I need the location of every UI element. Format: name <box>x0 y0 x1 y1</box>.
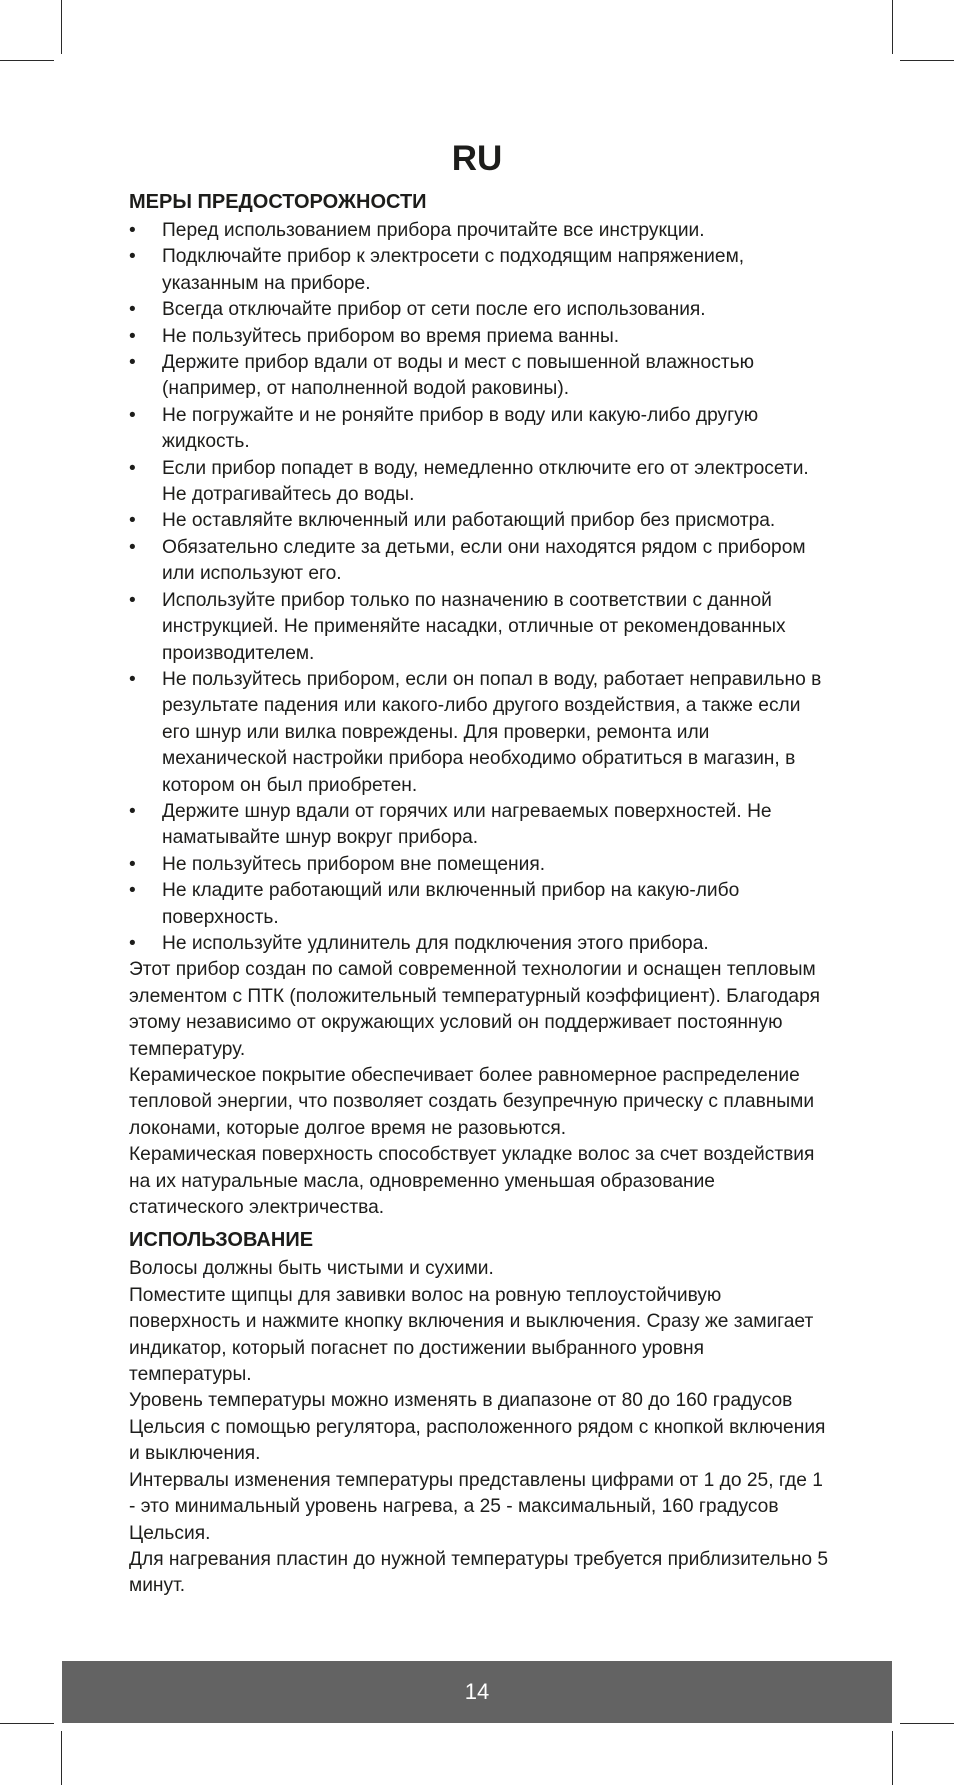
crop-mark-bottom-right-horizontal <box>900 1723 954 1724</box>
bullet-icon: • <box>129 220 136 241</box>
usage-paragraph: Для нагревания пластин до нужной температуры требуется приблизительно 5 минут. <box>129 1548 829 1597</box>
list-item <box>129 350 829 403</box>
bullet-icon: • <box>129 299 136 321</box>
page-content <box>129 188 829 1600</box>
list-item-text: Не пользуйтесь прибором во время приема ванны. <box>162 325 620 347</box>
list-item-text: Не погружайте и не роняйте прибор в воду или какую-либо другую жидкость. <box>162 404 759 453</box>
list-item-text: Держите прибор вдали от воды и мест с повышенной влажностью (например, от наполненной водой раковины). <box>162 352 754 400</box>
list-item-text: Не кладите работающий или включенный прибор на какую-либо поверхность. <box>162 880 740 928</box>
list-item <box>129 324 829 350</box>
page-footer-bar <box>62 1661 892 1723</box>
list-item-text: Не оставляйте включенный или работающий прибор без присмотра. <box>162 510 776 532</box>
list-item <box>129 852 829 878</box>
usage-paragraph: Интервалы изменения температуры представлены цифрами от 1 до 25, где 1 - это минимальный уровень нагрева, а 25 - максимальный, 160 градусов Цельсия. <box>129 1469 823 1544</box>
crop-mark-top-left-vertical <box>61 0 62 54</box>
usage-heading: ИСПОЛЬЗОВАНИЕ <box>129 1229 314 1252</box>
bullet-icon: • <box>129 589 136 611</box>
crop-mark-bottom-left-vertical <box>61 1731 62 1785</box>
list-item <box>129 403 829 456</box>
list-item <box>129 456 829 509</box>
crop-mark-top-right-horizontal <box>900 60 954 61</box>
list-item <box>129 535 829 588</box>
precautions-heading: МЕРЫ ПРЕДОСТОРОЖНОСТИ <box>129 191 427 213</box>
crop-mark-top-left-horizontal <box>0 60 54 61</box>
crop-mark-bottom-left-horizontal <box>0 1723 54 1724</box>
bullet-icon: • <box>129 404 136 426</box>
list-item <box>129 878 829 931</box>
list-item <box>129 588 829 667</box>
list-item <box>129 931 829 957</box>
language-label: RU <box>451 139 503 178</box>
list-item-text: Подключайте прибор к электросети с подходящим напряжением, указанным на приборе. <box>162 246 745 294</box>
page-number: 14 <box>464 1679 490 1704</box>
bullet-icon: • <box>129 880 136 902</box>
bullet-icon: • <box>129 800 136 822</box>
list-item-text: Не пользуйтесь прибором, если он попал в воду, работает неправильно в результате падения или какого-либо другого воздействия, а также если его шнур или вилка повреждены. Для проверки, ремонта или механической настройки прибора необходимо обратиться в магазин, в котором он был приобретен. <box>162 668 822 796</box>
list-item-text: Перед использованием прибора прочитайте все инструкции. <box>162 220 705 241</box>
bullet-icon: • <box>129 457 136 479</box>
bullet-icon: • <box>129 325 136 347</box>
list-item <box>129 244 829 297</box>
list-item-text: Обязательно следите за детьми, если они находятся рядом с прибором или используют его. <box>162 536 806 585</box>
description-paragraph: Керамическая поверхность способствует укладке волос за счет воздействия на их натуральные масла, одновременно уменьшая образование статического электричества. <box>129 1144 815 1219</box>
usage-paragraph: Уровень температуры можно изменять в диапазоне от 80 до 160 градусов Цельсия с помощью регулятора, расположенного рядом с кнопкой включения и выключения. <box>129 1390 826 1465</box>
list-item <box>129 799 829 852</box>
description-paragraph: Керамическое покрытие обеспечивает более равномерное распределение тепловой энергии, что позволяет создать безупречную прическу с плавными локонами, которые долгое время не разовьются. <box>129 1065 815 1139</box>
list-item <box>129 218 829 244</box>
list-item-text: Не пользуйтесь прибором вне помещения. <box>162 853 546 875</box>
bullet-icon: • <box>129 246 136 268</box>
description-paragraph: Этот прибор создан по самой современной технологии и оснащен тепловым элементом с ПТК (положительный температурный коэффициент). Благодаря этому независимо от окружающих условий он поддерживает постоянную температуру. <box>129 959 820 1060</box>
bullet-icon: • <box>129 510 136 532</box>
list-item-text: Используйте прибор только по назначению в соответствии с данной инструкцией. Не применяйте насадки, отличные от рекомендованных производителем. <box>162 589 786 664</box>
list-item-text: Если прибор попадет в воду, немедленно отключите его от электросети. Не дотрагивайтесь до воды. <box>162 457 809 506</box>
usage-paragraph: Волосы должны быть чистыми и сухими. <box>129 1258 494 1280</box>
bullet-icon: • <box>129 668 136 690</box>
bullet-icon: • <box>129 352 136 374</box>
bullet-icon: • <box>129 853 136 875</box>
bullet-icon: • <box>129 536 136 558</box>
bullet-icon: • <box>129 932 136 954</box>
precautions-list <box>129 218 829 957</box>
list-item <box>129 508 829 534</box>
list-item-text: Не используйте удлинитель для подключения этого прибора. <box>162 932 709 954</box>
list-item-text: Держите шнур вдали от горячих или нагреваемых поверхностей. Не наматывайте шнур вокруг прибора. <box>162 800 772 849</box>
crop-mark-top-right-vertical <box>892 0 893 54</box>
list-item <box>129 297 829 323</box>
list-item <box>129 667 829 799</box>
list-item-text: Всегда отключайте прибор от сети после его использования. <box>162 299 706 321</box>
crop-mark-bottom-right-vertical <box>892 1731 893 1785</box>
usage-paragraph: Поместите щипцы для завивки волос на ровную теплоустойчивую поверхность и нажмите кнопку включения и выключения. Сразу же замигает индикатор, который погаснет по достижении выбранного уровня температуры. <box>129 1284 814 1386</box>
